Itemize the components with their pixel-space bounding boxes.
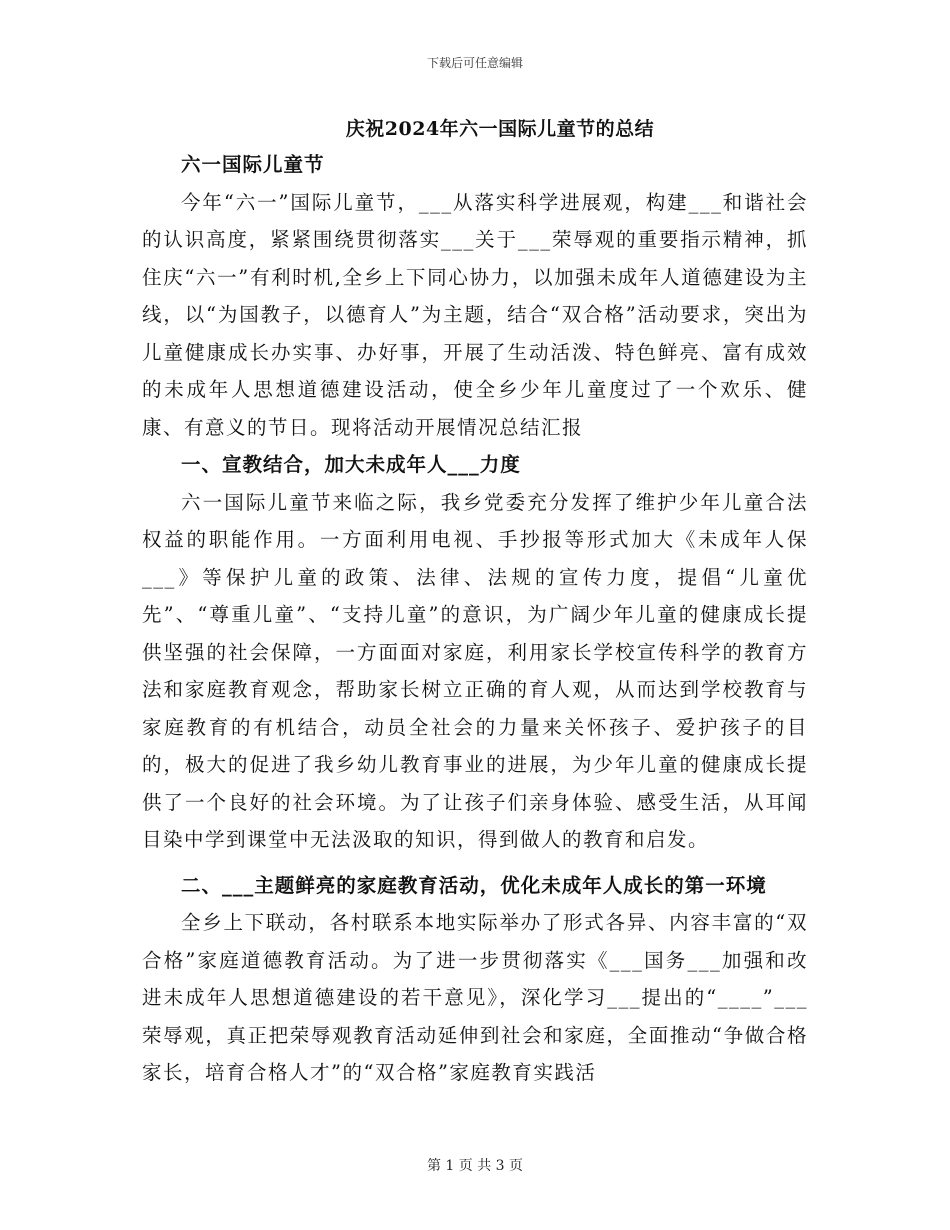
paragraph-section-2: 全乡上下联动，各村联系本地实际举办了形式各异、内容丰富的“双合格”家庭道德教育活动。为了进一步贯彻落实《___国务___加强和改进未成年人思想道德建设的若干意见》，深化学习___提出的“____”___荣辱观，真正把荣辱观教育活动延伸到社会和家庭，全面推动“争做合格家长，培育合格人才”的“双合格”家庭教育实践活: [142, 911, 808, 1084]
document-body: [142, 146, 808, 1092]
document-title: 庆祝2024年六一国际儿童节的总结: [345, 118, 655, 140]
page-number-footer: 第 1 页 共 3 页: [426, 1158, 524, 1174]
section-heading-1: 一、宣教结合，加大未成年人___力度: [181, 453, 521, 476]
section-heading-2: 二、___主题鲜亮的家庭教育活动，优化未成年人成长的第一环境: [181, 873, 767, 897]
section-heading-intro: 六一国际儿童节: [181, 153, 325, 176]
header-note: 下载后可任意编辑: [426, 56, 523, 70]
paragraph-intro: 今年“六一”国际儿童节，___从落实科学进展观，构建___和谐社会的认识高度，紧紧围绕贯彻落实___关于___荣辱观的重要指示精神，抓住庆“六一”有利时机,全乡上下同心协力，以加强未成年人道德建设为主线，以“为国教子，以德育人”为主题，结合“双合格”活动要求，突出为儿童健康成长办实事、办好事，开展了生动活泼、特色鲜亮、富有成效的未成年人思想道德建设活动，使全乡少年儿童度过了一个欢乐、健康、有意义的节日。现将活动开展情况总结汇报: [142, 190, 808, 439]
paragraph-section-1: 六一国际儿童节来临之际，我乡党委充分发挥了维护少年儿童合法权益的职能作用。一方面利用电视、手抄报等形式加大《未成年人保___》等保护儿童的政策、法律、法规的宣传力度，提倡“儿童优先”、“尊重儿童”、“支持儿童”的意识，为广阔少年儿童的健康成长提供坚强的社会保障，一方面面对家庭，利用家长学校宣传科学的教育方法和家庭教育观念，帮助家长树立正确的育人观，从而达到学校教育与家庭教育的有机结合，动员全社会的力量来关怀孩子、爱护孩子的目的，极大的促进了我乡幼儿教育事业的进展，为少年儿童的健康成长提供了一个良好的社会环境。为了让孩子们亲身体验、感受生活，从耳闻目染中学到课堂中无法汲取的知识，得到做人的教育和启发。: [142, 490, 808, 851]
